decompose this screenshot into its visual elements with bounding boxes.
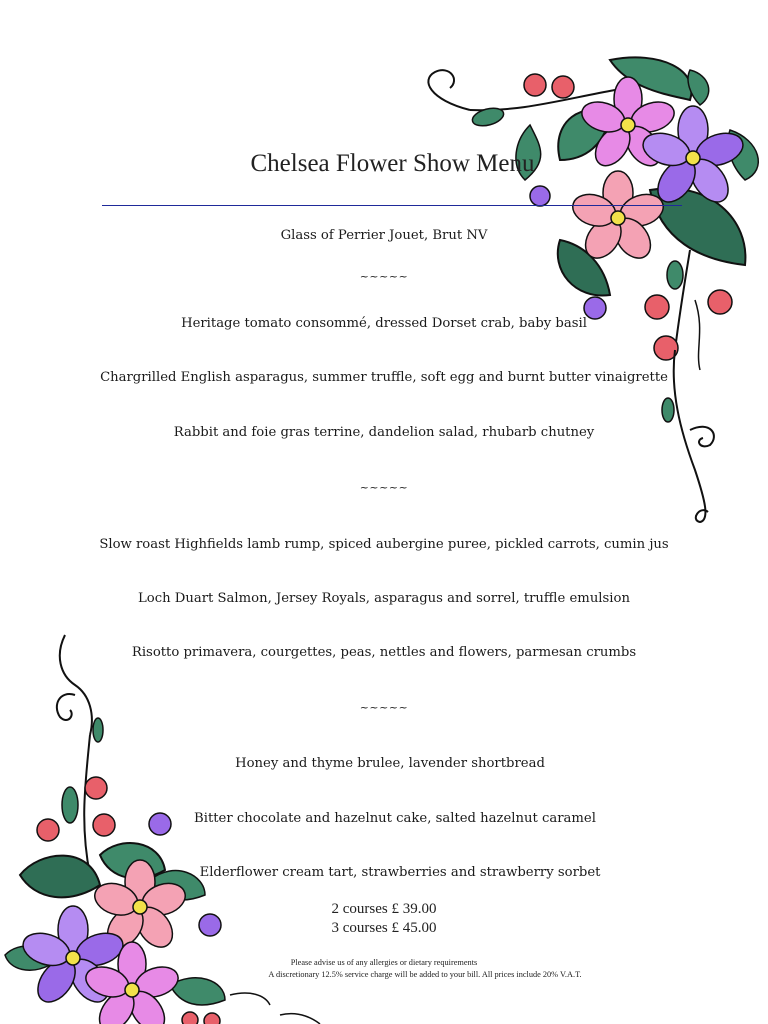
main-item: Loch Duart Salmon, Jersey Royals, asparagus and sorrel, truffle emulsion bbox=[138, 591, 630, 606]
floral-corner-top-right-decoration bbox=[400, 50, 768, 530]
allergy-note: Please advise us of any allergies or dietary requirements bbox=[290, 958, 478, 967]
title-divider bbox=[102, 205, 682, 206]
price-two-courses: 2 courses £ 39.00 bbox=[331, 901, 437, 917]
main-item: Risotto primavera, courgettes, peas, nettles and flowers, parmesan crumbs bbox=[131, 645, 637, 660]
starter-item: Rabbit and foie gras terrine, dandelion salad, rhubarb chutney bbox=[173, 425, 595, 440]
course-separator: ~~~~~ bbox=[359, 701, 409, 714]
starter-item: Chargrilled English asparagus, summer truffle, soft egg and burnt butter vinaigrette bbox=[100, 370, 668, 385]
course-separator: ~~~~~ bbox=[359, 481, 409, 494]
dessert-item: Bitter chocolate and hazelnut cake, salted hazelnut caramel bbox=[194, 811, 596, 826]
dessert-item: Elderflower cream tart, strawberries and strawberry sorbet bbox=[199, 865, 601, 880]
main-item: Slow roast Highfields lamb rump, spiced aubergine puree, pickled carrots, cumin jus bbox=[99, 537, 669, 552]
course-separator: ~~~~~ bbox=[359, 270, 409, 283]
starter-item: Heritage tomato consommé, dressed Dorset crab, baby basil bbox=[181, 316, 587, 331]
aperitif-item: Glass of Perrier Jouet, Brut NV bbox=[280, 228, 488, 243]
menu-title: Chelsea Flower Show Menu bbox=[250, 150, 535, 177]
dessert-item: Honey and thyme brulee, lavender shortbread bbox=[235, 756, 545, 771]
service-charge-note: A discretionary 12.5% service charge will be added to your bill. All prices include 20% V.A.T. bbox=[268, 970, 582, 979]
price-three-courses: 3 courses £ 45.00 bbox=[331, 920, 437, 936]
